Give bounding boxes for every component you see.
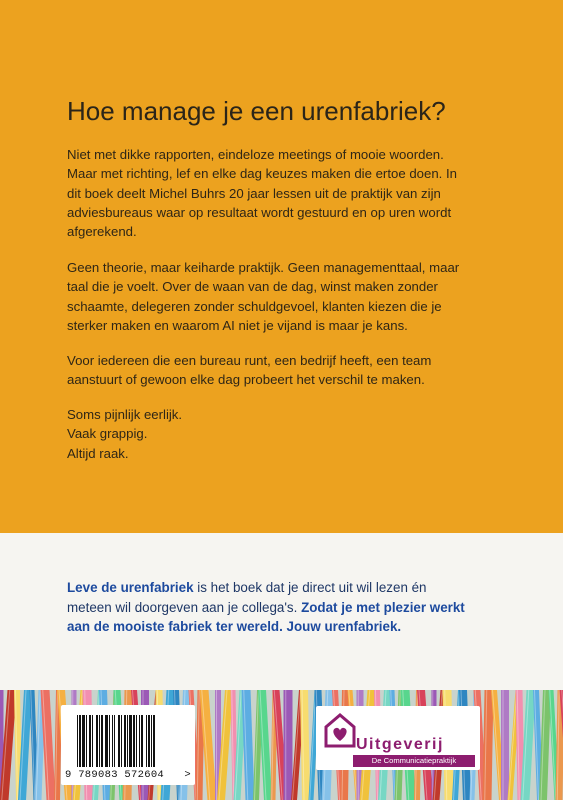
cover-heading: Hoe manage je een urenfabriek?	[67, 96, 446, 126]
isbn-digits: 9 789083 572604	[65, 769, 165, 781]
text-line: adviesbureaus waar op resultaat wordt gestuurd en op uren wordt	[67, 204, 452, 220]
audience-paragraph	[67, 351, 482, 390]
text-line: Geen theorie, maar keiharde praktijk. Geen managementtaal, maar	[67, 260, 460, 275]
text-line: afgerekend.	[67, 224, 137, 240]
house-heart-icon	[324, 712, 356, 748]
text-line: Niet met dikke rapporten, eindeloze meetings of mooie woorden.	[67, 147, 444, 162]
taglines	[67, 405, 182, 463]
text-line: taal die je voelt. Over de waan van de dag, winst maken zonder	[67, 279, 438, 295]
blurb	[67, 578, 507, 637]
tagline: Altijd raak.	[67, 445, 129, 461]
tagline: Vaak grappig.	[67, 426, 148, 442]
blurb-bold: Zodat je met plezier werkt	[301, 599, 465, 615]
text-line: dit boek deelt Michel Buhrs 20 jaar lessen uit de praktijk van zijn	[67, 185, 441, 201]
text-line: aanstuurt of gewoon elke dag probeert het verschil te maken.	[67, 372, 425, 388]
publisher-subtitle: De Communicatiepraktijk	[353, 755, 475, 767]
text-line: schaamte, delegeren zonder schuldgevoel, klanten kiezen die je	[67, 298, 442, 314]
text-line: Maar met richting, lef en elke dag keuzes maken die ertoe doen. In	[67, 166, 457, 182]
text-line: Voor iedereen die een bureau runt, een bedrijf heeft, een team	[67, 353, 432, 368]
publisher-name: Uitgeverij	[356, 736, 444, 753]
publisher-label	[316, 706, 480, 770]
barcode-label	[61, 705, 195, 785]
blurb-text: meteen wil doorgeven aan je collega's.	[67, 599, 302, 615]
tagline: Soms pijnlijk eerlijk.	[67, 407, 183, 422]
blurb-text: is het boek dat je direct uit wil lezen én	[193, 580, 427, 595]
book-title-bold: Leve de urenfabriek	[67, 580, 194, 595]
barcode-icon	[77, 715, 179, 767]
text-line: sterker maken en waarom AI niet je vijand is maar je kans.	[67, 317, 408, 333]
isbn-number	[65, 769, 191, 781]
intro-paragraph	[67, 145, 482, 241]
blurb-bold: aan de mooiste fabriek ter wereld. Jouw urenfabriek.	[67, 619, 402, 635]
practice-paragraph	[67, 258, 482, 335]
isbn-marker: >	[184, 769, 191, 781]
